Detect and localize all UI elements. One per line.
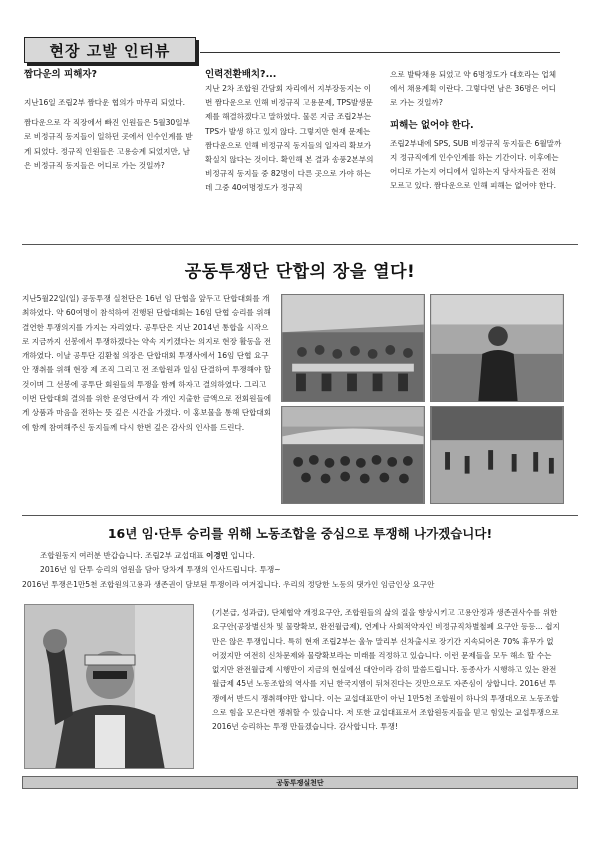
- footer-label: 공동투쟁실천단: [276, 778, 324, 787]
- col3-heading: 피해는 없어야 한다.: [390, 119, 474, 131]
- photo-canopy-group: [281, 406, 425, 504]
- footer-bar: [22, 776, 578, 789]
- intro-greeting-end: 입니다.: [228, 551, 255, 560]
- section3-title: 16년 임·단투 승리를 위해 노동조합을 중심으로 투쟁해 나가겠습니다!: [107, 526, 493, 541]
- section3-intro: [22, 549, 560, 592]
- column-2: [205, 68, 377, 196]
- col2-heading: 인력전환배치?...: [205, 69, 277, 80]
- col3-para1: 으로 발탁채용 되었고 약 6명정도가 대호라는 업체에서 채용계획 이란다. 그렇다면 남은 36명은 어디로 가는 것일까?: [390, 70, 557, 108]
- canopy-group-image: [282, 407, 424, 503]
- intro-line-3: 2016년 투쟁은1만5천 조합원의고용과 생존권이 담보된 투쟁이라 여겨집니다. 우리의 정당한 노동의 댓가인 임금인상 요구안: [22, 579, 435, 589]
- intro-greeting: 조합원동지 여러분 반갑습니다. 조립2부 교섭대표: [40, 551, 207, 560]
- intro-name: 이경민: [206, 551, 229, 560]
- field-image: [431, 407, 563, 503]
- col1-heading: 짬다운의 피해자?: [24, 69, 98, 80]
- tent-gathering-image: [282, 295, 424, 401]
- section-header-title: 현장 고발 인터뷰: [49, 41, 171, 60]
- header-divider: [200, 52, 560, 53]
- intro-line-1: [40, 549, 560, 563]
- col1-para2: 짬다운으로 각 직장에서 빠진 인원들은 5월30일부로 비정규직 동지들이 일하던 곳에서 인수인계를 받게 되었다. 정규직 인원들은 고용승계 되었지만, 남은 비정규직 동지들은 어디로 가는 것일까?: [24, 118, 193, 170]
- section-header-box: [24, 37, 196, 63]
- col1-para1: 지난16일 조립2부 짬다운 협의가 마무리 되었다.: [24, 98, 186, 107]
- section-divider-1: [22, 244, 578, 245]
- section3-body: (기본급, 성과급), 단체협약 개정요구안, 조합원들의 삶의 질을 향상시키고 고용안정과 생존권사수를 위한 요구안(공장별신차 및 물량확보, 완전월급제), 연계나 사회적약자인 비정규직차별철폐 요구안 등등... 쉽지만은 않은 투쟁입니다. 특히 현재 조립2부는 울뉴 말리부 신차출시로 장기간 지속되어온 70% 휴무가 없어졌지만 여전히 신차문제와 물량확보라는 미래를 걱정하고 있습니다. 이런 문제들을 모두 해소 할 수는 없지만 완전월급제 시행만이 지금의 현실에선 대안이라 감히 말씀드립니다. 동종사가 시행하고 있는 완전월급제 45년 노동조합의 역사를 지닌 한국지엠이 뒤쳐진다는 것만으로도 자존심이 상합니다. 2016년 투쟁에서 반드시 쟁취해야만 합니다. 이는 교섭대표만이 아닌 1만5천 조합원이 하나의 투쟁대오로 노동조합으로 힘을 모은다면 쟁취할 수 있습니다. 저 또한 교섭대표로서 조합원동지들을 믿고 힘있는 교섭투쟁으로 2016년 승리하는 투쟁 만들겠습니다. 감사합니다. 투쟁!: [212, 608, 560, 732]
- raised-fist-portrait-image: [25, 605, 194, 769]
- photo-raised-fist: [24, 604, 194, 769]
- photo-outdoor-gathering: [281, 294, 425, 402]
- column-3: [390, 68, 562, 193]
- photo-field: [430, 406, 564, 504]
- intro-line-2: 2016년 임 단투 승리의 염원을 담아 당차게 투쟁의 인사드립니다. 투쟁~: [40, 565, 281, 575]
- col3-para2: 조립2부내에 SPS, SUB 비정규직 동지들은 6월말까지 정규직에게 인수인계를 하는 기간이다. 이후에는 어디로 가는지 어디에서 일하는지 당사자들은 전혀 모르고 있다. 짬다운으로 인해 피해는 없어야 한다.: [390, 138, 562, 191]
- section-divider-2: [22, 515, 578, 516]
- section2-title: 공동투쟁단 단합의 장을 열다!: [184, 262, 416, 282]
- speaker-image: [431, 295, 563, 401]
- photo-speaker: [430, 294, 564, 402]
- col2-para1: 지난 2차 조합원 간담회 자리에서 지부장동지는 이번 짬다운으로 인해 비정규직 고용문제, TPS발생문제를 해결하겠다고 말하였다. 물론 지금 조립2부는 TPS가 발생 하고 있지 않다. 그렇지만 현재 문제는 짬다운으로 인해 비정규직 동지들의 일자리 확보가 확실치 않다는 것이다. 확인해 본 결과 송풍2본부의 비정규직 동지들 중 82명이 다른 곳으로 가야 하는데 그중 40여명정도가 정규직: [205, 84, 374, 193]
- column-1: [24, 68, 194, 173]
- section2-text: 지난5월22일(일) 공동투쟁 실천단은 16년 임 단협을 앞두고 단합대회를 개최하였다. 약 60여명이 참석하여 진행된 단합대회는 16임 단협 승리를 위해 결연한 투쟁의지를 가지는 자리였다. 공투단은 지난 2014년 통합을 시작으로 지금까지 선봉에서 투쟁하겠다는 약속 지키겠다는 의지로 현장 활동을 전개하였다. 이날 공투단 김환철 의장은 단합대회 투쟁사에서 16임 단협 요구안 쟁취를 위해 현장 제 조직 그리고 전 조합원과 일심 단결하여 투쟁해야 할 것이며 그 선봉에 공투단 회원들의 투쟁을 함께 하자고 결의하였다. 그리고 이번 단합대회 결의를 위한 운영단에서 각 개인 지출한 금액으로 전회원들에게 상품과 마음을 전하는 뜻 깊은 시간을 가졌다. 이 홍보물을 통해 단합대회에 함께 참여해주신 동지들께 다시 한번 깊은 감사의 인사를 드린다.: [22, 294, 272, 432]
